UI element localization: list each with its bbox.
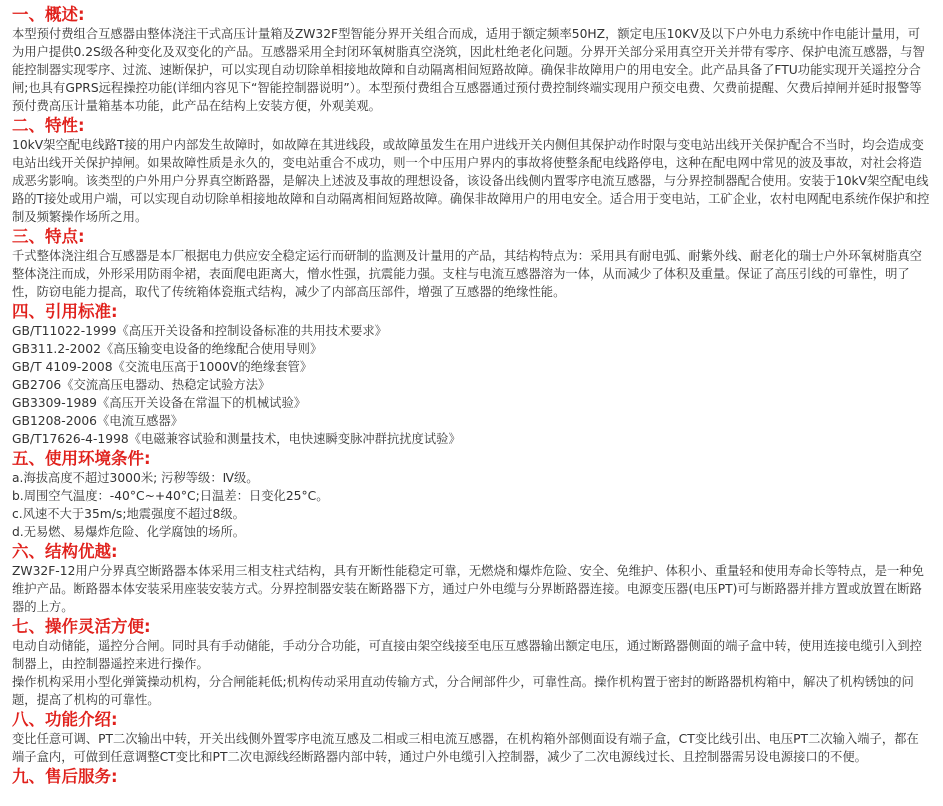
section-title: 六、结构优越: xyxy=(12,542,118,561)
paragraph: 10kV架空配电线路T接的用户内部发生故障时，如故障在其进线段，或故障虽发生在用户进线开关内侧但其保护动作时限与变电站出线开关保护配合不当时，均会造成变电站出线开关保护掉闸。如果故障性质是永久的，变电站重合不成功，则一个中压用户界内的事故将使整条配电线路停电，这种在配电网中常见的波及事故，对社会将造成恶劣影响。该类型的户外用户分界真空断路器，是解决上述波及事故的理想设备，该设备出线侧内置零序电流互感器，与分界控制器配合使用。安装于10kV架空配电线路的T接处或用户端，可以实现自动切除单相接地故障和自动隔离相间短路故障。确保非故障用户的用电安全。适合用于变电站，工矿企业，农村电网配电系统作保护和控制及频繁操作场所之用。 xyxy=(12,138,930,224)
paragraph: 操作机构采用小型化弹簧操动机构，分合闸能耗低;机构传动采用直动传输方式，分合闸部件少，可靠性高。操作机构置于密封的断路器机构箱中，解决了机构锈蚀的问题，提高了机构的可靠性。 xyxy=(12,675,914,707)
section-title: 七、操作灵活方便: xyxy=(12,617,151,636)
condition-item: c.风速不大于35m/s;地震强度不超过8级。 xyxy=(12,507,245,521)
section-environment xyxy=(12,448,931,541)
section-title: 四、引用标准: xyxy=(12,302,118,321)
paragraph: 本型预付费组合互感器由整体浇注干式高压计量箱及ZW32F型智能分界开关组合而成，适用于额定频率50HZ，额定电压10KV及以下户外电力系统中作电能计量用，可为用户提供0.2S级各种变化及双变化的产品。互感器采用全封闭环氧树脂真空浇筑，因此杜绝老化问题。分界开关部分采用真空开关并带有零序、保护电流互感器，与智能控制器实现零序、过流、速断保护，可以实现自动切除单相接地故障和自动隔离相间短路故障。确保非故障用户的用电安全。此产品具备了FTU功能实现开关遥控分合闸;也具有GPRS远程操控功能(详细内容见下“智能控制器说明”）。本型预付费组合互感器通过预付费控制终端实现用户预交电费、欠费前提醒、欠费后掉闸并延时报警等预付费高压计量箱基本功能，此产品在结构上安装方便，外观美观。 xyxy=(12,27,925,113)
section-standards xyxy=(12,301,931,448)
paragraph: 千式整体浇注组合互感器是本厂根据电力供应安全稳定运行而研制的监测及计量用的产品，其结构特点为：采用具有耐电弧、耐紫外线、耐老化的瑞士户外环氧树脂真空整体浇注而成，外形采用防雨伞裙，表面爬电距离大，憎水性强，抗震能力强。支柱与电流互感器溶为一体，从而减少了体积及重量。保证了高压引线的可靠性，明了性，防窃电能力提高，取代了传统箱体瓷瓶式结构，减少了内部高压部件，增强了互感器的绝缘性能。 xyxy=(12,249,922,299)
condition-item: b.周围空气温度：-40°C~+40°C;日温差：日变化25°C。 xyxy=(12,489,329,503)
paragraph: 变比任意可调、PT二次输出中转，开关出线侧外置零序电流互感及二相或三相电流互感器，在机构箱外部侧面设有端子盒，CT变比线引出、电压PT二次输入端子，都在端子盒内，可做到任意调整CT变比和PT二次电源线经断路器内部中转，通过户外电缆引入控制器，减少了二次电源线过长、且控制器需另设电源接口的不便。 xyxy=(12,732,919,764)
section-functions xyxy=(12,709,931,766)
condition-item: a.海拔高度不超过3000米; 污秽等级：Ⅳ级。 xyxy=(12,471,259,485)
section-characteristics xyxy=(12,115,931,226)
section-overview xyxy=(12,4,931,115)
section-operation xyxy=(12,616,931,709)
section-structure xyxy=(12,541,931,616)
standard-item: GB/T17626-4-1998《电磁兼容试验和测量技术，电快速瞬变脉冲群抗扰度试验》 xyxy=(12,432,461,446)
section-title: 五、使用环境条件: xyxy=(12,449,151,468)
standard-item: GB/T11022-1999《高压开关设备和控制设备标准的共用技术要求》 xyxy=(12,324,388,338)
paragraph: ZW32F-12用户分界真空断路器本体采用三相支柱式结构，具有开断性能稳定可靠，无燃烧和爆炸危险、安全、免维护、体积小、重量轻和使用寿命长等特点，是一种免维护产品。断路器本体安装采用座装安装方式。分界控制器安装在断路器下方，通过户外电缆与分界断路器连接。电源变压器(电压PT)可与断路器并排方置或放置在断路器的上方。 xyxy=(12,564,924,614)
section-title: 三、特点: xyxy=(12,227,85,246)
section-title: 九、售后服务: xyxy=(12,767,118,786)
standard-item: GB/T 4109-2008《交流电压高于1000V的绝缘套管》 xyxy=(12,360,313,374)
standard-item: GB311.2-2002《高压输变电设备的绝缘配合使用导则》 xyxy=(12,342,323,356)
section-title: 八、功能介绍: xyxy=(12,710,118,729)
section-features xyxy=(12,226,931,301)
condition-item: d.无易燃、易爆炸危险、化学腐蚀的场所。 xyxy=(12,525,246,539)
section-title: 二、特性: xyxy=(12,116,85,135)
paragraph: 电动自动储能，遥控分合闸。同时具有手动储能，手动分合功能，可直接由架空线接至电压互感器输出额定电压，通过断路器侧面的端子盒中转，使用连接电缆引入到控制器上，由控制器遥控来进行操作。 xyxy=(12,639,922,671)
section-title: 一、概述: xyxy=(12,5,85,24)
standard-item: GB3309-1989《高压开关设备在常温下的机械试验》 xyxy=(12,396,307,410)
section-after-sales xyxy=(12,766,931,787)
standard-item: GB2706《交流高压电器动、热稳定试验方法》 xyxy=(12,378,271,392)
standard-item: GB1208-2006《电流互感器》 xyxy=(12,414,184,428)
